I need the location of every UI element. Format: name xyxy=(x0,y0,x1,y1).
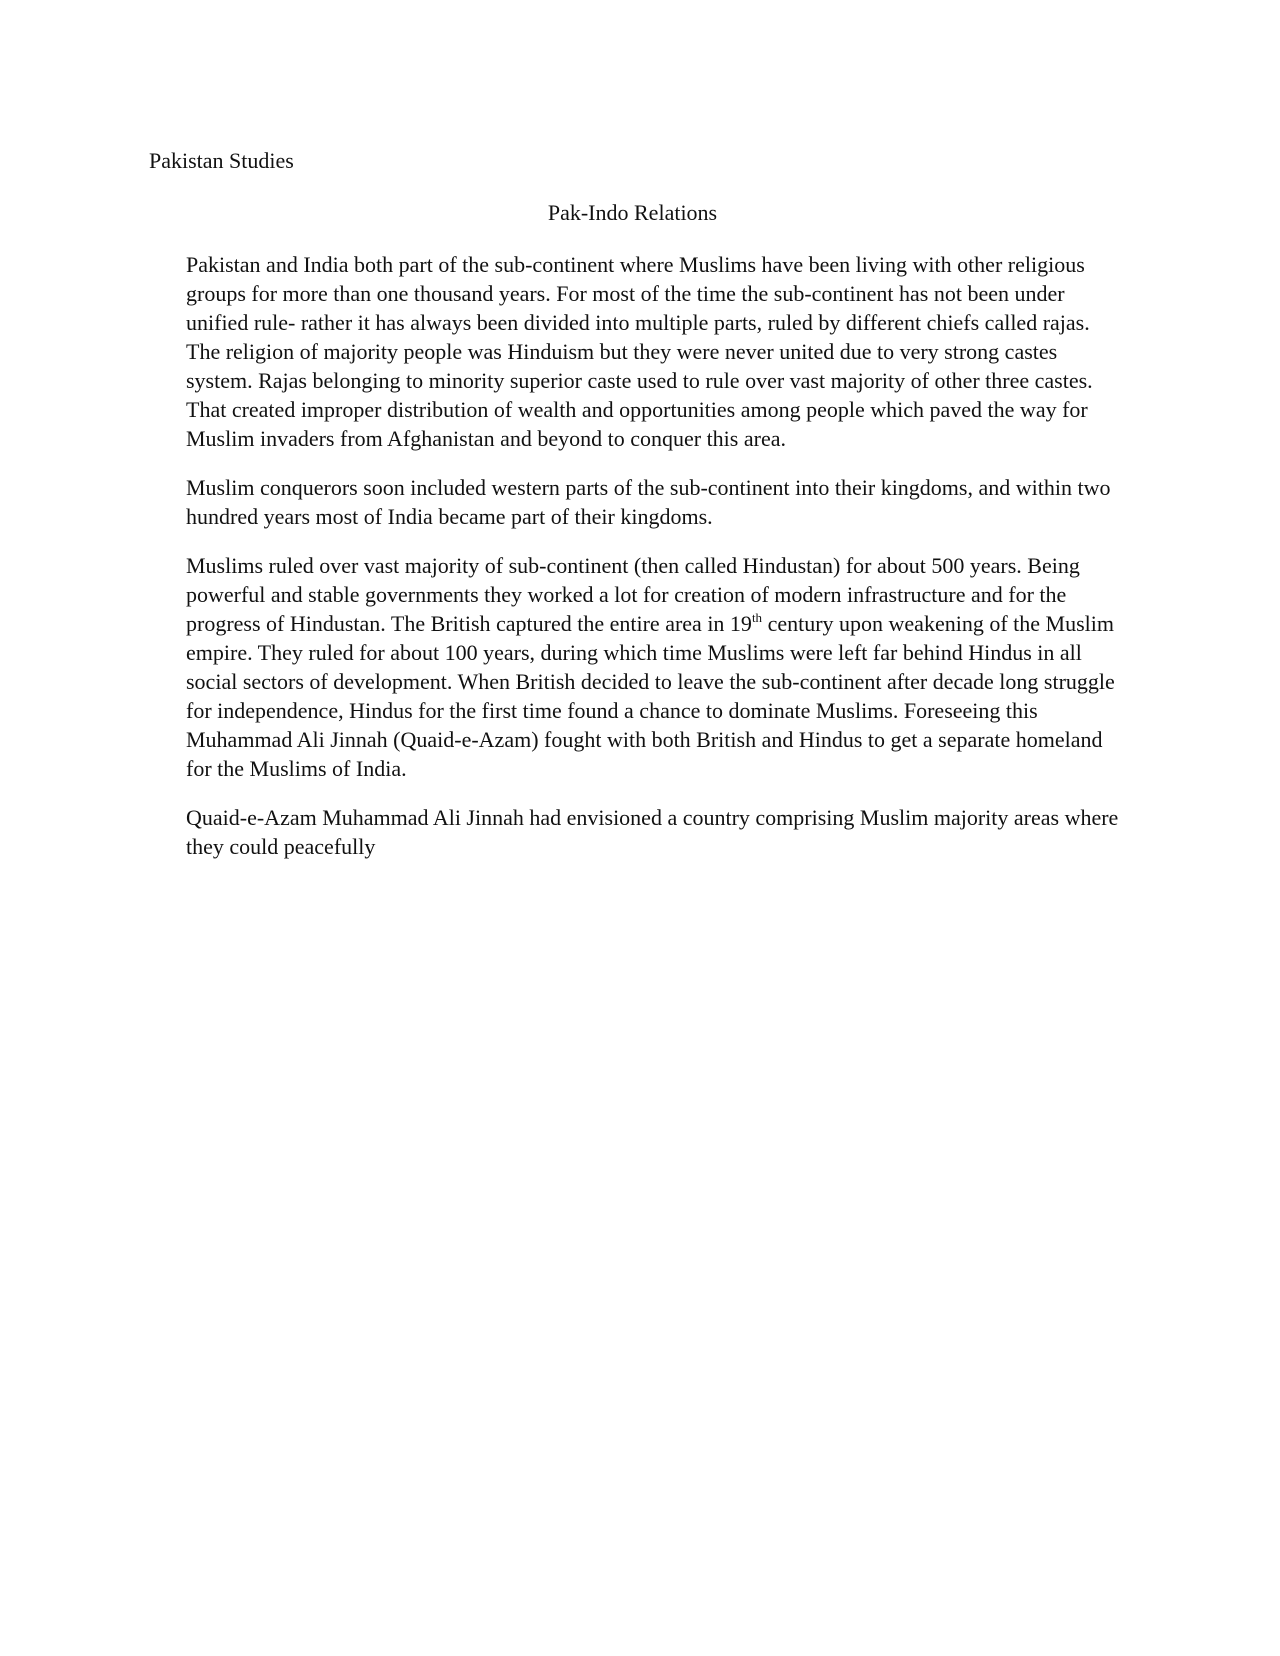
paragraph-3 xyxy=(186,551,1126,783)
paragraph-4: Quaid-e-Azam Muhammad Ali Jinnah had envisioned a country comprising Muslim majority areas where they could peacefully xyxy=(186,805,1119,859)
document-title: Pak-Indo Relations xyxy=(547,200,718,225)
paragraph-1: Pakistan and India both part of the sub-continent where Muslims have been living with other religious groups for more than one thousand years. For most of the time the sub-continent has not been under unified rule- rather it has always been divided into multiple parts, ruled by different chiefs called rajas. The religion of majority people was Hinduism but they were never united due to very strong castes system. Rajas belonging to minority superior caste used to rule over vast majority of other three castes. That created improper distribution of wealth and opportunities among people which paved the way for Muslim invaders from Afghanistan and beyond to conquer this area. xyxy=(186,252,1093,451)
document-header: Pakistan Studies xyxy=(149,148,294,173)
paragraph-3-text-after: century upon weakening of the Muslim empire. They ruled for about 100 years, during which time Muslims were left far behind Hindus in all social sectors of development. When British decided to leave the sub-continent after decade long struggle for independence, Hindus for the first time found a chance to dominate Muslims. Foreseeing this Muhammad Ali Jinnah (Quaid-e-Azam) fought with both British and Hindus to get a separate homeland for the Muslims of India. xyxy=(186,611,1115,781)
ordinal-superscript: th xyxy=(751,610,763,625)
paragraph-3-text-before: Muslims ruled over vast majority of sub-continent (then called Hindustan) for about 500 years. Being powerful and stable governments they worked a lot for creation of modern infrastructure and for the progress of Hindustan. The British captured the entire area in 19 xyxy=(186,553,1080,636)
paragraph-2: Muslim conquerors soon included western parts of the sub-continent into their kingdoms, and within two hundred years most of India became part of their kingdoms. xyxy=(186,475,1111,529)
document-body xyxy=(186,250,1126,881)
